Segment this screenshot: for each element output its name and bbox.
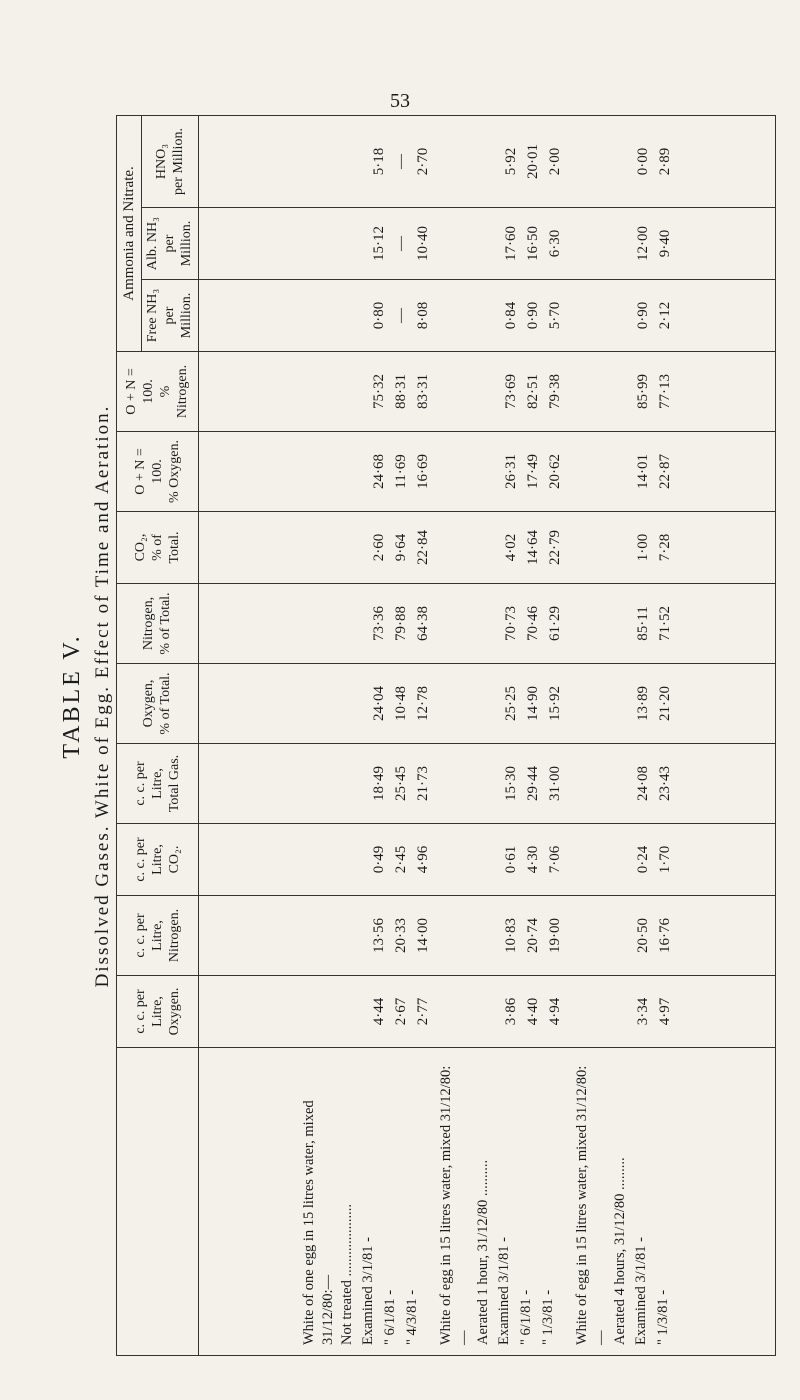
table-cell-n: 19·00 [546,918,563,953]
col-header-co2: c. c. per Litre, CO₂. [117,824,199,896]
data-column-co2 [198,824,775,896]
col-header-free-nh3: Free NH₃ per Million. [142,280,198,352]
block-spacer [298,208,368,279]
table-cell-o-ratio: 16·69 [414,454,431,489]
block-spacer [434,896,500,975]
table-cell-alb-nh3: 12·00 [634,226,651,261]
sample-title: White of egg in 15 litres water, mixed 31/12/80:— [574,1065,609,1345]
col-header-co2-pct: CO₂, % of Total. [117,512,199,584]
page-number: 53 [390,90,410,112]
table-cell-o-ratio: 14·01 [634,454,651,489]
table-cell-co2-pct: 2·60 [370,533,387,562]
table-cell-n: 10·83 [502,918,519,953]
examination-label: " 1/3/81 - [540,1289,557,1345]
table-cell-n-pct: 85·11 [634,606,651,641]
block-spacer [566,352,632,431]
table-cell-total: 31·00 [546,766,563,801]
table-cell-o: 2·77 [414,997,431,1026]
block-spacer [434,208,500,279]
table-cell-o-pct: 25·25 [502,686,519,721]
table-cell-n-ratio: 83·31 [414,374,431,409]
table-cell-co2: 7·06 [546,845,563,874]
block-spacer [434,512,500,583]
table-cell-o-ratio: 11·69 [392,454,409,489]
block-spacer [298,744,368,823]
block-spacer [566,116,632,207]
table-cell-o-pct: 15·92 [546,686,563,721]
table-cell-total: 15·30 [502,766,519,801]
table-cell-n-ratio: 77·13 [656,374,673,409]
table-cell-o: 4·94 [546,997,563,1026]
block-spacer [298,432,368,511]
table-cell-hno3: — [392,154,409,169]
col-header-total: c. c. per Litre, Total Gas. [117,744,199,824]
table-cell-n-pct: 79·88 [392,606,409,641]
block-spacer [566,824,632,895]
table-cell-o: 4·40 [524,997,541,1026]
table-cell-o-ratio: 26·31 [502,454,519,489]
table-cell-co2: 4·96 [414,845,431,874]
block-spacer [298,512,368,583]
table-cell-n-ratio: 85·99 [634,374,651,409]
table-cell-co2: 0·49 [370,845,387,874]
sample-treatment: Aerated 1 hour, 31/12/80 .......... [475,1159,492,1345]
examination-label: " 1/3/81 - [654,1289,671,1345]
table-cell-n-pct: 73·36 [370,606,387,641]
table-cell-total: 25·45 [392,766,409,801]
table-cell-o-pct: 24·04 [370,686,387,721]
table-cell-o: 3·34 [634,997,651,1026]
table-cell-free-nh3: — [392,308,409,323]
table-cell-total: 29·44 [524,766,541,801]
block-spacer [566,896,632,975]
sample-block [573,1058,674,1345]
table-cell-free-nh3: 2·12 [656,301,673,330]
table-cell-alb-nh3: 16·50 [524,226,541,261]
col-header-n-pct: Nitrogen, % of Total. [117,584,199,664]
block-spacer [298,976,368,1047]
col-header-alb-nh3: Alb. NH₃ per Million. [142,208,198,280]
block-spacer [566,744,632,823]
data-column-o-pct [198,664,775,744]
table-cell-free-nh3: 0·90 [634,301,651,330]
table-cell-o-ratio: 22·87 [656,454,673,489]
table-cell-hno3: 2·00 [546,147,563,176]
table-cell-free-nh3: 5·70 [546,301,563,330]
table-cell-alb-nh3: 10·40 [414,226,431,261]
table-cell-alb-nh3: 17·60 [502,226,519,261]
table-cell-alb-nh3: 6·30 [546,229,563,258]
block-spacer [434,116,500,207]
data-column-n [198,896,775,976]
table-cell-hno3: 5·18 [370,147,387,176]
table-cell-n-ratio: 79·38 [546,374,563,409]
col-header-o: c. c. per Litre, Oxygen. [117,976,199,1048]
table-cell-n-pct: 61·29 [546,606,563,641]
block-spacer [434,352,500,431]
table-cell-co2-pct: 1·00 [634,533,651,562]
table-cell-co2: 0·24 [634,845,651,874]
block-spacer [298,280,368,351]
table-cell-n-pct: 70·73 [502,606,519,641]
data-table-area [116,116,776,1356]
sample-title: White of egg in 15 litres water, mixed 31/12/80:— [437,1065,473,1345]
block-spacer [566,664,632,743]
block-spacer [434,664,500,743]
table-cell-n-pct: 64·38 [414,606,431,641]
sample-title: White of one egg in 15 litres water, mixed 31/12/80:— [300,1100,336,1345]
block-spacer [298,896,368,975]
table-cell-total: 21·73 [414,766,431,801]
group-header-ammonia-nitrate: Ammonia and Nitrate. [117,115,142,351]
table-cell-n: 16·76 [656,918,673,953]
table-cell-o-ratio: 24·68 [370,454,387,489]
block-spacer [298,584,368,663]
table-cell-alb-nh3: 15·12 [370,226,387,261]
block-spacer [566,512,632,583]
data-column-n-pct [198,584,775,664]
block-spacer [566,280,632,351]
data-column-total [198,744,775,824]
table-cell-co2-pct: 22·84 [414,530,431,565]
table-cell-o-pct: 13·89 [634,686,651,721]
examination-label: " 6/1/81 - [518,1289,535,1345]
table-cell-hno3: 2·70 [414,147,431,176]
sample-block [300,1058,423,1345]
table-cell-n-ratio: 88·31 [392,374,409,409]
block-spacer [298,824,368,895]
table-cell-total: 24·08 [634,766,651,801]
table-cell-co2: 1·70 [656,845,673,874]
block-spacer [566,584,632,663]
block-spacer [566,976,632,1047]
data-column-free-nh3 [198,280,775,352]
block-spacer [298,664,368,743]
table-cell-o-pct: 12·78 [414,686,431,721]
sample-block [437,1058,560,1345]
block-spacer [434,976,500,1047]
col-header-o-ratio: O + N = 100. % Oxygen. [117,432,199,512]
data-column-hno3 [198,115,775,207]
table-cell-alb-nh3: 9·40 [656,229,673,258]
table-cell-n-pct: 70·46 [524,606,541,641]
table-cell-total: 18·49 [370,766,387,801]
sample-descriptions [198,1048,775,1356]
table-cell-co2: 0·61 [502,845,519,874]
table-cell-n-pct: 71·52 [656,606,673,641]
col-header-n: c. c. per Litre, Nitrogen. [117,896,199,976]
table-cell-hno3: 2·89 [656,147,673,176]
table-cell-co2: 2·45 [392,845,409,874]
examination-label: " 6/1/81 - [381,1289,398,1345]
table-cell-n-ratio: 75·32 [370,374,387,409]
table-title: Dissolved Gases. White of Egg. Effect of Time and Aeration. [92,404,113,988]
table-label: TABLE V. [59,633,85,759]
table-cell-o: 4·97 [656,997,673,1026]
data-column-alb-nh3 [198,208,775,280]
table-cell-hno3: 0·00 [634,147,651,176]
table-cell-o-pct: 21·20 [656,686,673,721]
sample-treatment: Not treated .................... [338,1204,355,1345]
table-cell-hno3: 5·92 [502,147,519,176]
table-cell-n-ratio: 82·51 [524,374,541,409]
table-cell-alb-nh3: — [392,236,409,251]
block-spacer [566,432,632,511]
data-column-o [198,976,775,1048]
col-header-hno3: HNO₃ per Million. [142,115,198,207]
table-cell-free-nh3: 0·80 [370,301,387,330]
table-cell-o-ratio: 17·49 [524,454,541,489]
description-header [117,1048,199,1356]
examination-label: Examined 3/1/81 - [632,1237,649,1345]
table-cell-co2-pct: 4·02 [502,533,519,562]
block-spacer [434,584,500,663]
table-cell-o: 4·44 [370,997,387,1026]
table-cell-n: 13·56 [370,918,387,953]
table-cell-n-ratio: 73·69 [502,374,519,409]
table-cell-o-ratio: 20·62 [546,454,563,489]
table-cell-n: 20·74 [524,918,541,953]
table-cell-co2-pct: 14·64 [524,530,541,565]
table-cell-n: 20·50 [634,918,651,953]
table-cell-free-nh3: 0·90 [524,301,541,330]
data-column-co2-pct [198,512,775,584]
table-cell-co2-pct: 7·28 [656,533,673,562]
col-header-n-ratio: O + N = 100. % Nitrogen. [117,352,199,432]
block-spacer [434,824,500,895]
table-cell-o: 3·86 [502,997,519,1026]
table-cell-n: 20·33 [392,918,409,953]
table-cell-o-pct: 14·90 [524,686,541,721]
table-cell-free-nh3: 8·08 [414,301,431,330]
data-column-n-ratio [198,352,775,432]
data-column-o-ratio [198,432,775,512]
table-cell-total: 23·43 [656,766,673,801]
block-spacer [434,744,500,823]
table-cell-free-nh3: 0·84 [502,301,519,330]
block-spacer [434,432,500,511]
sample-treatment: Aerated 4 hours, 31/12/80 ......... [611,1157,628,1345]
table-cell-co2-pct: 9·64 [392,533,409,562]
examination-label: Examined 3/1/81 - [359,1237,376,1345]
examination-label: " 4/3/81 - [403,1289,420,1345]
data-table [116,115,776,1356]
block-spacer [566,208,632,279]
block-spacer [298,352,368,431]
table-cell-o: 2·67 [392,997,409,1026]
table-cell-o-pct: 10·48 [392,686,409,721]
table-cell-n: 14·00 [414,918,431,953]
block-spacer [434,280,500,351]
block-spacer [298,116,368,207]
table-cell-hno3: 20·01 [524,144,541,179]
examination-label: Examined 3/1/81 - [496,1237,513,1345]
table-cell-co2-pct: 22·79 [546,530,563,565]
table-cell-co2: 4·30 [524,845,541,874]
col-header-o-pct: Oxygen, % of Total. [117,664,199,744]
